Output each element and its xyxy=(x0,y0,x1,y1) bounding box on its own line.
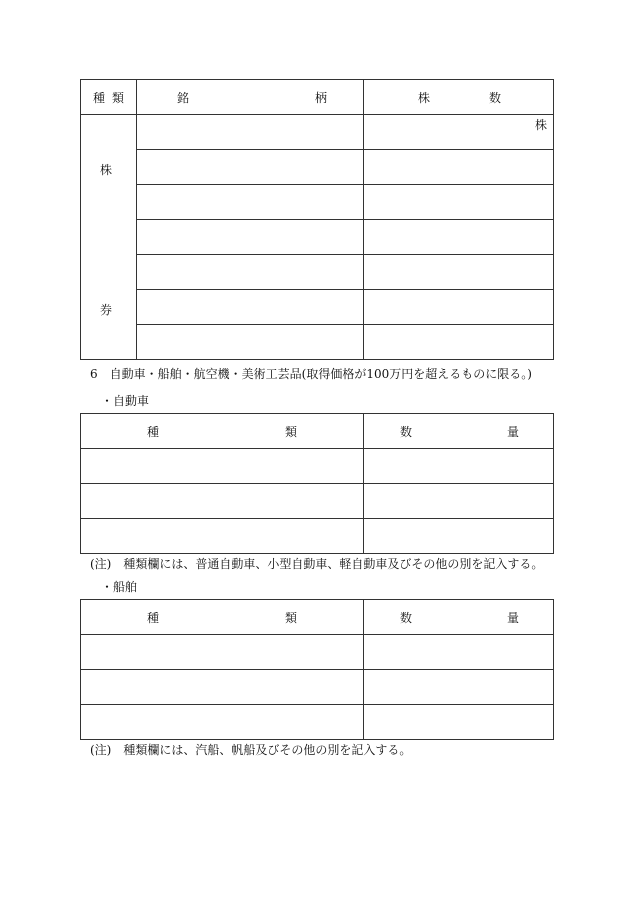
brand-input[interactable] xyxy=(137,220,364,255)
table-row xyxy=(81,185,554,220)
quantity-input[interactable] xyxy=(364,325,554,360)
quantity-input[interactable] xyxy=(364,290,554,325)
type-input[interactable] xyxy=(81,635,364,670)
stocks-type-cell xyxy=(81,115,137,360)
quantity-input[interactable] xyxy=(364,115,554,150)
quantity-input[interactable] xyxy=(364,449,554,484)
stocks-unit-label: 株 xyxy=(534,118,547,132)
cars-note: (注) 種類欄には、普通自動車、小型自動車、軽自動車及びその他の別を記入する。 xyxy=(90,557,544,571)
brand-input[interactable] xyxy=(137,290,364,325)
brand-input[interactable] xyxy=(137,115,364,150)
quantity-input[interactable] xyxy=(364,635,554,670)
stocks-table xyxy=(80,79,554,360)
table-row xyxy=(81,255,554,290)
cars-label: ・自動車 xyxy=(101,394,150,408)
quantity-input[interactable] xyxy=(364,220,554,255)
stocks-header-brand: 銘 柄 xyxy=(137,80,364,115)
ships-header-type: 種 類 xyxy=(81,600,364,635)
cars-header-type: 種 類 xyxy=(81,414,364,449)
table-row xyxy=(81,150,554,185)
type-input[interactable] xyxy=(81,484,364,519)
stocks-header-row xyxy=(81,80,554,115)
brand-input[interactable] xyxy=(137,255,364,290)
stocks-type-char-2: 券 xyxy=(100,303,113,317)
quantity-input[interactable] xyxy=(364,519,554,554)
table-row xyxy=(81,519,554,554)
cars-header-quantity: 数 量 xyxy=(364,414,554,449)
brand-input[interactable] xyxy=(137,325,364,360)
table-row xyxy=(81,290,554,325)
type-input[interactable] xyxy=(81,705,364,740)
table-row xyxy=(81,220,554,255)
cars-table xyxy=(80,413,554,554)
table-row xyxy=(81,449,554,484)
section-6-title: 6 自動車・船舶・航空機・美術工芸品(取得価格が100万円を超えるものに限る。) xyxy=(90,367,532,381)
brand-input[interactable] xyxy=(137,185,364,220)
ships-table xyxy=(80,599,554,740)
table-row xyxy=(81,705,554,740)
quantity-input[interactable] xyxy=(364,150,554,185)
type-input[interactable] xyxy=(81,449,364,484)
stocks-header-type: 種 類 xyxy=(81,80,137,115)
ships-note: (注) 種類欄には、汽船、帆船及びその他の別を記入する。 xyxy=(90,743,412,757)
stocks-type-char-1: 株 xyxy=(100,163,113,177)
quantity-input[interactable] xyxy=(364,705,554,740)
quantity-input[interactable] xyxy=(364,484,554,519)
ships-header-quantity: 数 量 xyxy=(364,600,554,635)
type-input[interactable] xyxy=(81,519,364,554)
ships-header-row xyxy=(81,600,554,635)
ships-label: ・船舶 xyxy=(101,580,138,594)
brand-input[interactable] xyxy=(137,150,364,185)
quantity-input[interactable] xyxy=(364,670,554,705)
table-row xyxy=(81,115,554,150)
table-row xyxy=(81,635,554,670)
table-row xyxy=(81,670,554,705)
cars-header-row xyxy=(81,414,554,449)
table-row xyxy=(81,325,554,360)
quantity-input[interactable] xyxy=(364,255,554,290)
stocks-header-quantity: 株 数 xyxy=(364,80,554,115)
quantity-input[interactable] xyxy=(364,185,554,220)
type-input[interactable] xyxy=(81,670,364,705)
table-row xyxy=(81,484,554,519)
